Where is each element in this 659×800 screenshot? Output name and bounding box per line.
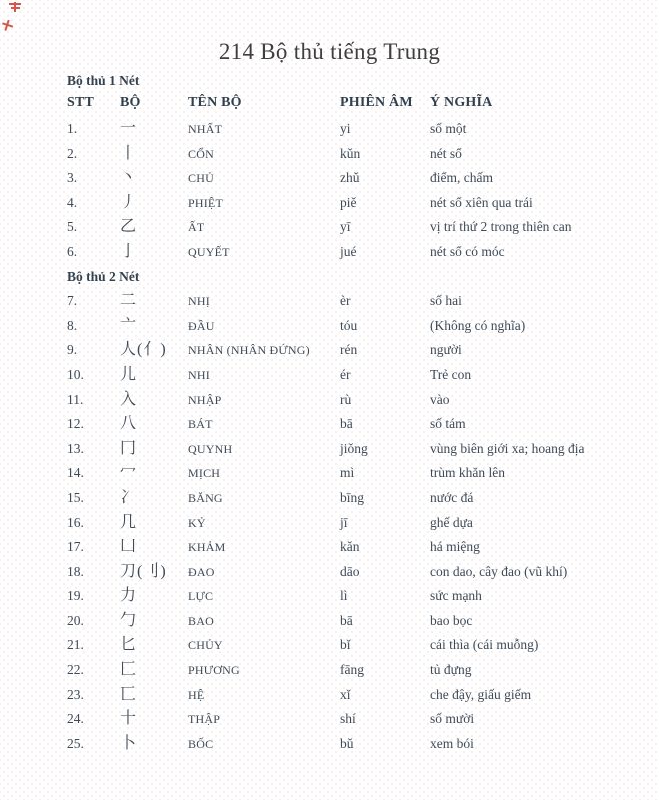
meaning-cell: ghế dựa <box>430 514 473 530</box>
meaning-cell: xem bói <box>430 735 474 751</box>
stt-cell: 22. <box>67 662 84 678</box>
stt-cell: 13. <box>67 440 84 456</box>
radical-cell: 卜 <box>120 734 138 752</box>
radical-cell: 匚 <box>120 661 138 679</box>
pinyin-cell: xǐ <box>340 686 351 702</box>
table-row <box>67 338 651 363</box>
meaning-cell: bao bọc <box>430 612 473 628</box>
stt-cell: 2. <box>67 145 78 161</box>
name-cell: NHỊ <box>188 294 210 309</box>
stt-cell: 23. <box>67 686 84 702</box>
radical-table <box>67 72 651 756</box>
radical-cell: 乙 <box>120 218 138 236</box>
meaning-cell: cái thìa (cái muỗng) <box>430 637 539 653</box>
pinyin-cell: kǎn <box>340 539 360 555</box>
meaning-cell: sức mạnh <box>430 588 482 604</box>
table-row <box>67 363 651 388</box>
table-row <box>67 707 651 732</box>
stt-cell: 3. <box>67 170 78 186</box>
section-label-1-net: Bộ thủ 1 Nét <box>67 73 140 88</box>
stt-cell: 7. <box>67 293 78 309</box>
stt-cell: 21. <box>67 637 84 653</box>
meaning-cell: số hai <box>430 293 462 309</box>
stt-cell: 9. <box>67 342 78 358</box>
page-title: 214 Bộ thủ tiếng Trung <box>218 39 441 64</box>
pinyin-cell: ér <box>340 366 351 382</box>
column-header-bo: BỘ <box>120 95 141 110</box>
stt-cell: 14. <box>67 465 84 481</box>
name-cell: HỆ <box>188 687 205 702</box>
table-row <box>67 142 651 167</box>
table-row <box>67 609 651 634</box>
pinyin-cell: rén <box>340 342 358 358</box>
table-header-row <box>67 91 651 117</box>
table-row <box>67 412 651 437</box>
table-row <box>67 191 651 216</box>
radical-cell: 冂 <box>120 439 138 457</box>
table-row <box>67 388 651 413</box>
radical-cell: 人(亻) <box>120 341 167 359</box>
red-ink-mark-icon <box>9 2 22 12</box>
column-header-y-nghia: Ý NGHĨA <box>430 95 493 110</box>
meaning-cell: điểm, chấm <box>430 170 493 186</box>
radical-cell: 勹 <box>120 611 138 629</box>
meaning-cell: Trẻ con <box>430 366 472 382</box>
name-cell: NHẬP <box>188 392 222 407</box>
table-row <box>67 314 651 339</box>
meaning-cell: trùm khăn lên <box>430 465 505 481</box>
name-cell: BÁT <box>188 417 213 432</box>
stt-cell: 10. <box>67 366 84 382</box>
name-cell: BỐC <box>188 736 214 751</box>
column-header-ten-bo: TÊN BỘ <box>188 95 242 110</box>
stt-cell: 6. <box>67 243 78 259</box>
stt-cell: 11. <box>67 391 84 407</box>
table-row <box>67 732 651 757</box>
radical-cell: 力 <box>120 587 138 605</box>
name-cell: ẤT <box>188 220 205 235</box>
radical-cell: 亠 <box>120 316 138 334</box>
meaning-cell: há miệng <box>430 539 480 555</box>
radical-cell: 匕 <box>120 636 138 654</box>
meaning-cell: người <box>430 342 462 358</box>
table-row <box>67 289 651 314</box>
meaning-cell: nét sổ <box>430 145 462 161</box>
radical-cell: 几 <box>120 513 138 531</box>
table-body <box>67 117 651 756</box>
name-cell: KỶ <box>188 515 206 530</box>
stt-cell: 24. <box>67 711 84 727</box>
name-cell: CHỦY <box>188 638 223 653</box>
stt-cell: 8. <box>67 317 78 333</box>
radical-cell: 丶 <box>120 169 138 187</box>
pinyin-cell: jī <box>340 514 348 530</box>
name-cell: CỔN <box>188 146 214 161</box>
table-row <box>67 166 651 191</box>
radical-cell: 丿 <box>120 193 138 211</box>
meaning-cell: số mười <box>430 711 475 727</box>
pinyin-cell: yi <box>340 121 351 136</box>
meaning-cell: tủ đựng <box>430 662 472 678</box>
radical-cell: 丨 <box>120 144 138 162</box>
radical-cell: 刀(刂) <box>120 562 167 580</box>
stt-cell: 15. <box>67 489 84 505</box>
table-row <box>67 658 651 683</box>
radical-cell: 冖 <box>120 464 138 482</box>
meaning-cell: nước đá <box>430 489 474 505</box>
stt-cell: 5. <box>67 219 78 235</box>
pinyin-cell: bā <box>340 416 353 432</box>
radical-cell: 匸 <box>120 685 138 703</box>
pinyin-cell: bǔ <box>340 735 354 751</box>
table-row <box>67 486 651 511</box>
name-cell: ĐẦU <box>188 318 215 333</box>
table-row <box>67 683 651 708</box>
pinyin-cell: yī <box>340 219 351 235</box>
radical-cell: 亅 <box>120 242 138 260</box>
table-row <box>67 240 651 265</box>
stt-cell: 4. <box>67 194 78 210</box>
meaning-cell: vào <box>430 391 450 407</box>
name-cell: BĂNG <box>188 490 223 505</box>
name-cell: PHIỆT <box>188 195 223 210</box>
meaning-cell: số tám <box>430 416 466 432</box>
table-row <box>67 117 651 142</box>
meaning-cell: che đậy, giấu giếm <box>430 686 532 702</box>
stt-cell: 18. <box>67 563 84 579</box>
name-cell: PHƯƠNG <box>188 663 240 678</box>
radical-cell: 八 <box>120 415 138 433</box>
pinyin-cell: piě <box>340 194 357 210</box>
stt-cell: 17. <box>67 539 84 555</box>
radical-cell: 凵 <box>120 538 138 556</box>
table-row <box>67 560 651 585</box>
table-row <box>67 215 651 240</box>
name-cell: LỰC <box>188 589 214 604</box>
pinyin-cell: fāng <box>340 662 364 678</box>
table-row <box>67 461 651 486</box>
table-row <box>67 511 651 536</box>
name-cell: QUYẾT <box>188 244 230 259</box>
stt-cell: 19. <box>67 588 84 604</box>
meaning-cell: vùng biên giới xa; hoang địa <box>430 440 585 456</box>
radical-cell: 冫 <box>120 488 138 506</box>
pinyin-cell: bā <box>340 612 353 628</box>
name-cell: QUYNH <box>188 441 233 456</box>
stt-cell: 16. <box>67 514 84 530</box>
radical-cell: 一 <box>120 120 138 137</box>
radical-cell: 入 <box>120 390 138 408</box>
stt-cell: 20. <box>67 612 84 628</box>
pinyin-cell: lì <box>340 588 348 604</box>
section-label-2-net: Bộ thủ 2 Nét <box>67 268 140 284</box>
name-cell: KHẢM <box>188 540 226 555</box>
pinyin-cell: tóu <box>340 317 358 333</box>
radical-cell: 儿 <box>120 365 138 383</box>
meaning-cell: vị trí thứ 2 trong thiên can <box>430 219 572 235</box>
column-header-phien-am: PHIÊN ÂM <box>340 95 413 110</box>
column-header-stt: STT <box>67 95 95 110</box>
pinyin-cell: rù <box>340 391 352 407</box>
pinyin-cell: jiǒng <box>340 440 368 456</box>
pinyin-cell: dāo <box>340 563 360 579</box>
meaning-cell: số một <box>430 121 467 136</box>
name-cell: CHỦ <box>188 171 214 186</box>
pinyin-cell: zhǔ <box>340 170 360 186</box>
meaning-cell: (Không có nghĩa) <box>430 317 526 333</box>
radical-cell: 二 <box>120 292 138 310</box>
name-cell: NHẤT <box>188 122 223 136</box>
pinyin-cell: mì <box>340 465 355 481</box>
table-row <box>67 584 651 609</box>
name-cell: NHÂN (NHÂN ĐỨNG) <box>188 343 310 358</box>
meaning-cell: con dao, cây đao (vũ khí) <box>430 563 568 579</box>
pinyin-cell: shí <box>340 711 356 727</box>
pinyin-cell: bǐ <box>340 637 351 653</box>
name-cell: ĐAO <box>188 564 215 579</box>
pinyin-cell: bīng <box>340 489 365 505</box>
meaning-cell: nét sổ xiên qua trái <box>430 194 533 210</box>
name-cell: NHI <box>188 367 210 382</box>
pinyin-cell: kǔn <box>340 145 361 161</box>
table-row <box>67 535 651 560</box>
name-cell: MỊCH <box>188 466 221 481</box>
name-cell: THẬP <box>188 712 221 727</box>
radical-cell: 十 <box>120 710 138 728</box>
name-cell: BAO <box>188 613 214 628</box>
pinyin-cell: èr <box>340 293 351 309</box>
stt-cell: 25. <box>67 735 84 751</box>
meaning-cell: nét sổ có móc <box>430 243 505 259</box>
stt-cell: 1. <box>67 121 78 136</box>
table-row <box>67 437 651 462</box>
pinyin-cell: jué <box>340 243 357 259</box>
stt-cell: 12. <box>67 416 84 432</box>
table-row <box>67 633 651 658</box>
